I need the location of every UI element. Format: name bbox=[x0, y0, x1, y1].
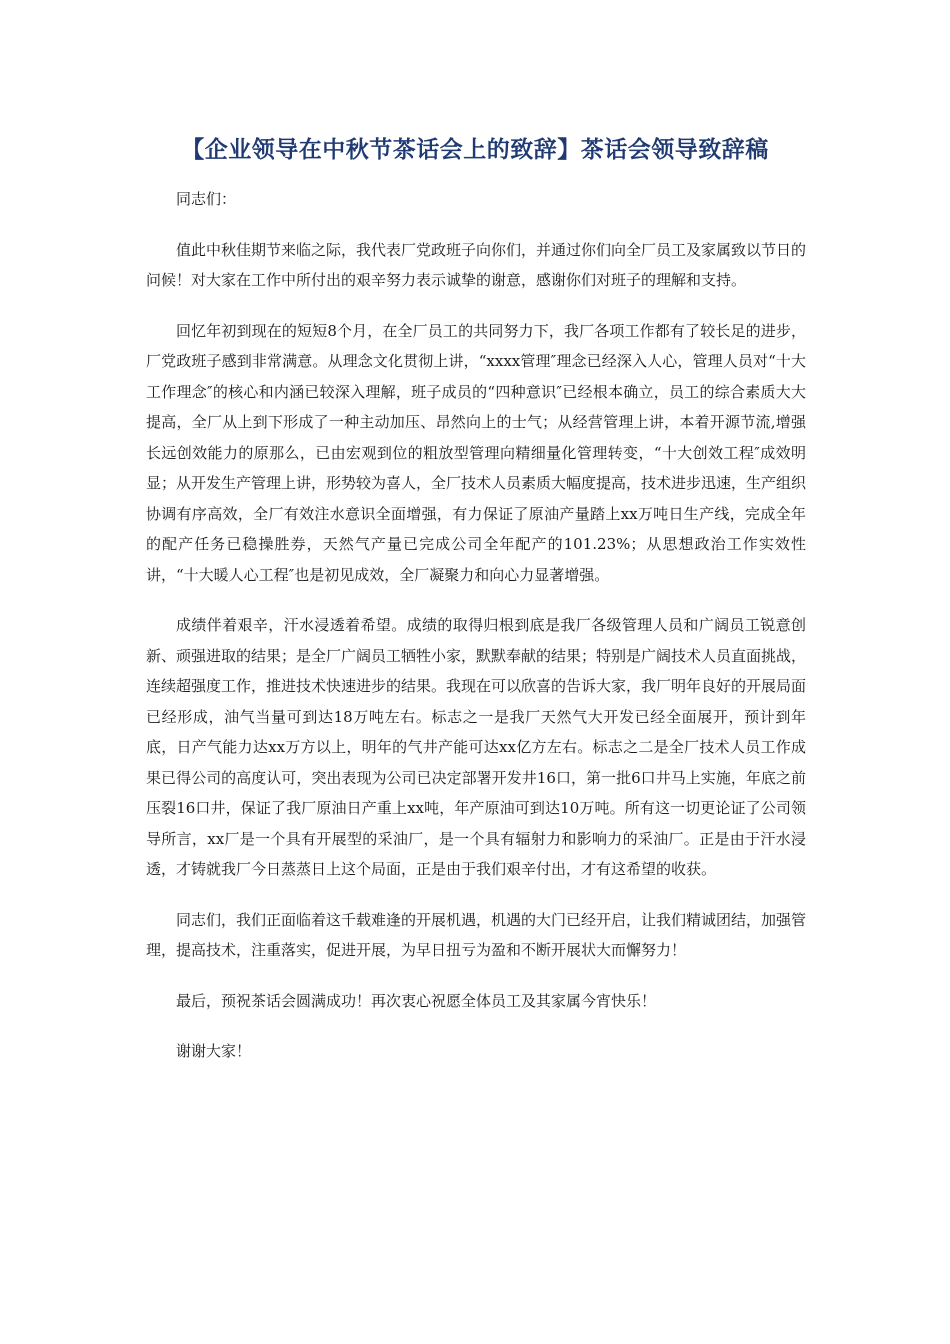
wishes-paragraph: 最后，预祝茶话会圆满成功！再次衷心祝愿全体员工及其家属今宵快乐！ bbox=[176, 991, 657, 1010]
greeting-paragraph: 值此中秋佳期节来临之际，我代表厂党政班子向你们，并通过你们向全厂员工及家属致以节日的问候！对大家在工作中所付出的艰辛努力表示诚挚的谢意，感谢你们对班子的理解和支持。 bbox=[146, 240, 807, 289]
achievement-paragraph: 成绩伴着艰辛，汗水浸透着希望。成绩的取得归根到底是我厂各级管理人员和广阔员工锐意创新、顽强进取的结果；是全厂广阔员工牺牲小家，默默奉献的结果；特别是广阔技术人员直面挑战，连续超强度工作，推进技术快速进步的结果。我现在可以欣喜的告诉大家，我厂明年良好的开展局面已经形成，油气当量可到达18万吨左右。标志之一是我厂天然气大开发已经全面展开，预计到年底，日产气能力达xx万方以上，明年的气井产能可达xx亿方左右。标志之二是全厂技术人员工作成果已得公司的高度认可，突出表现为公司已决定部署开发井16口，第一批6口井马上实施，年底之前压裂16口井，保证了我厂原油日产重上xx吨，年产原油可到达10万吨。所有这一切更论证了公司领导所言，xx厂是一个具有开展型的采油厂，是一个具有辐射力和影响力的采油厂。正是由于汗水浸透，才铸就我厂今日蒸蒸日上这个局面，正是由于我们艰辛付出，才有这希望的收获。 bbox=[146, 616, 807, 878]
review-paragraph: 回忆年初到现在的短短8个月，在全厂员工的共同努力下，我厂各项工作都有了较长足的进步，厂党政班子感到非常满意。从理念文化贯彻上讲，“xxxx管理″理念已经深入人心，管理人员对“十大工作理念″的核心和内涵已较深入理解，班子成员的“四种意识″已经根本确立，员工的综合素质大大提高，全厂从上到下形成了一种主动加压、昂然向上的士气；从经营管理上讲，本着开源节流,增强长远创效能力的原那么，已由宏观到位的粗放型管理向精细量化管理转变，“十大创效工程″成效明显；从开发生产管理上讲，形势较为喜人，全厂技术人员素质大幅度提高，技术进步迅速，生产组织协调有序高效，全厂有效注水意识全面增强，有力保证了原油产量踏上xx万吨日生产线，完成全年的配产任务已稳操胜券，天然气产量已完成公司全年配产的101.23%；从思想政治工作实效性讲，“十大暖人心工程″也是初见成效，全厂凝聚力和向心力显著增强。 bbox=[146, 321, 807, 584]
document-title: 【企业领导在中秋节茶话会上的致辞】茶话会领导致辞稿 bbox=[181, 137, 769, 163]
closing-paragraph: 谢谢大家！ bbox=[176, 1042, 252, 1060]
appeal-paragraph: 同志们，我们正面临着这千载难逢的开展机遇，机遇的大门已经开启，让我们精诚团结，加强管理，提高技术，注重落实，促进开展，为早日扭亏为盈和不断开展状大而懈努力！ bbox=[146, 910, 807, 959]
salutation-paragraph: 同志们： bbox=[176, 190, 237, 208]
document-body bbox=[146, 184, 806, 1087]
